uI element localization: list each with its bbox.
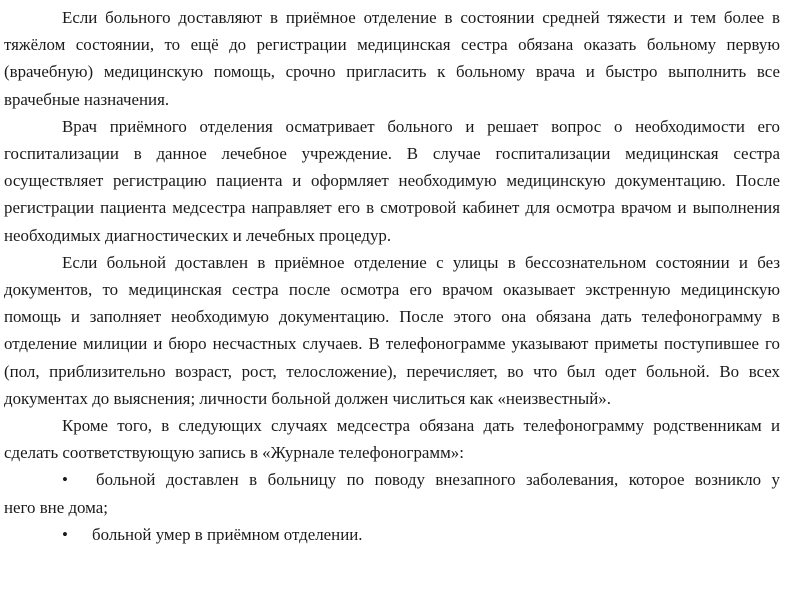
paragraph-2: Врач приёмного отделения осматривает больного и решает вопрос о необходимости его госпитализации в данное лечебное учреждение. В случае госпитализации медицинская сестра осуществляет регистрацию пациента и оформляет необходимую медицинскую документацию. После регистрации пациента медсестра направляет его в смотровой кабинет для осмотра врачом и выполнения необходимых диагностических и лечебных процедур. — [4, 116, 780, 245]
bullet-item-2 — [4, 521, 780, 548]
bullet-marker: • — [62, 524, 68, 544]
bullet-item-1-continuation: него вне дома; — [4, 497, 108, 517]
paragraph-3: Если больной доставлен в приёмное отделение с улицы в бессознательном состоянии и без документов, то медицинская сестра после осмотра его врачом оказывает экстренную медицинскую помощь и заполняет необходимую документацию. После этого она обязана дать телефонограмму в отделение милиции и бюро несчастных случаев. В телефонограмме указывают приметы поступившее го (пол, приблизительно возраст, рост, телосложение), перечисляет, во что был одет больной. Во всех документах до выяснения; личности больной должен числиться как «неизвестный». — [4, 252, 780, 408]
bullet-item-2-text: больной умер в приёмном отделении. — [92, 524, 363, 544]
bullet-item-1 — [4, 466, 780, 520]
paragraph-4: Кроме того, в следующих случаях медсестра обязана дать телефонограмму родственникам и сделать соответствующую запись в «Журнале телефонограмм»: — [4, 416, 780, 463]
document-body — [4, 4, 780, 548]
bullet-item-1-first-line: больной доставлен в больницу по поводу внезапного заболевания, которое возникло у — [96, 470, 780, 490]
bullet-marker: • — [62, 470, 68, 490]
paragraph-1: Если больного доставляют в приёмное отделение в состоянии средней тяжести и тем более в тяжёлом состоянии, то ещё до регистрации медицинская сестра обязана оказать больному первую (врачебную) медицинскую помощь, срочно пригласить к больному врача и быстро выполнить все врачебные назначения. — [4, 8, 780, 109]
